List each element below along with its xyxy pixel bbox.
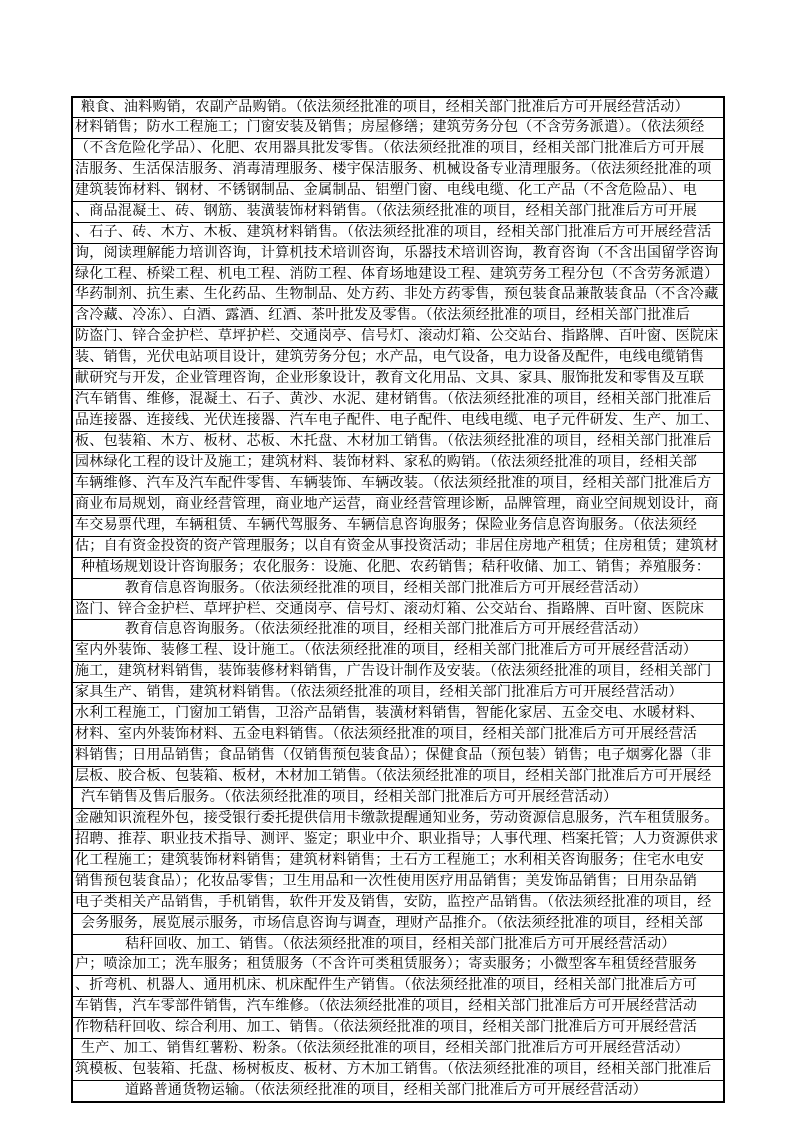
table-cell: 户；喷涂加工；洗车服务；租赁服务（不含许可类租赁服务）；寄卖服务；小微型客车租赁经营服务 <box>75 956 698 973</box>
table-row <box>73 284 723 305</box>
table-row <box>73 347 723 368</box>
table-cell: 材料、室内外装饰材料、五金电料销售。（依法须经批准的项目，经相关部门批准后方可开展经营活 <box>75 726 698 743</box>
table-row <box>73 913 723 934</box>
table-cell: 商业布局规划，商业经营管理，商业地产运营，商业经营管理诊断，品牌管理，商业空间规划设计，商 <box>75 495 719 512</box>
table-cell: 盗门、锌合金护栏、草坪护栏、交通岗亭、信号灯、滚动灯箱、公交站台、指路牌、百叶窗、医院床 <box>75 600 705 617</box>
table-cell: 装、销售，光伏电站项目设计，建筑劳务分包；水产品，电气设备，电力设备及配件，电线电缆销售 <box>75 349 705 366</box>
table-row <box>73 389 723 410</box>
table-cell: 献研究与开发，企业管理咨询，企业形象设计，教育文化用品、文具、家具、服饰批发和零售及互联 <box>75 370 705 387</box>
table-row <box>73 975 723 996</box>
table-row <box>73 1038 723 1059</box>
table-row <box>73 619 723 640</box>
table-cell: 板、包装箱、木方、板材、芯板、木托盘、木材加工销售。（依法须经批准的项目，经相关部门批准后 <box>75 433 712 449</box>
table-cell: 、折弯机、机器人、通用机床、机床配件生产销售。（依法须经批准的项目，经相关部门批准后方可 <box>75 977 698 994</box>
table-row <box>73 578 723 599</box>
table-cell: 教育信息咨询服务。（依法须经批准的项目，经相关部门批准后方可开展经营活动） <box>125 621 648 638</box>
table-row <box>73 682 723 703</box>
table-cell: 室内外装饰、装修工程、设计施工。（依法须经批准的项目，经相关部门批准后方可开展经营活动） <box>75 642 698 659</box>
table-row <box>73 326 723 347</box>
table-cell: 含冷藏、冷冻）、白酒、露酒、红酒、茶叶批发及零售。（依法须经批准的项目，经相关部门批准后 <box>75 307 691 324</box>
table-row <box>73 661 723 682</box>
table-cell: 华药制剂、抗生素、生化药品、生物制品、处方药、非处方药零售，预包装食品兼散装食品（不含冷藏 <box>75 286 719 303</box>
table-row <box>73 410 723 431</box>
table-row <box>73 557 723 578</box>
table-cell: 料销售；日用品销售；食品销售（仅销售预包装食品）；保健食品（预包装）销售；电子烟雾化器（非 <box>75 747 712 764</box>
table-row <box>73 305 723 326</box>
table-row <box>73 787 723 808</box>
table-cell: 车交易票代理，车辆租赁、车辆代驾服务、车辆信息咨询服务；保险业务信息咨询服务。（依法须经 <box>75 516 698 533</box>
table-cell: 、石子、砖、木方、木板、建筑材料销售。（依法须经批准的项目，经相关部门批准后方可开展经营活 <box>75 223 712 240</box>
table-cell: 、商品混凝土、砖、钢筋、装潢装饰材料销售。（依法须经批准的项目，经相关部门批准后方可开展 <box>75 202 698 219</box>
table-cell: 销售预包装食品）；化妆品零售；卫生用品和一次性使用医疗用品销售；美发饰品销售；日用杂品销 <box>75 872 698 889</box>
table-row <box>73 96 723 117</box>
table-cell: 会务服务，展览展示服务，市场信息咨询与调查，理财产品推介。（依法须经批准的项目，经相关部 <box>81 914 704 931</box>
table-row <box>73 724 723 745</box>
table-row <box>73 117 723 138</box>
table-row <box>73 954 723 975</box>
table-cell: 金融知识流程外包，接受银行委托提供信用卡缴款提醒通知业务，劳动资源信息服务，汽车租赁服务。 <box>75 809 719 826</box>
table-cell: 汽车销售、维修，混凝土、石子、黄沙、水泥、建材销售。（依法须经批准的项目，经相关部门批准后 <box>75 391 712 408</box>
table-row <box>73 201 723 222</box>
table-row <box>73 431 723 452</box>
spreadsheet-table <box>71 96 725 1103</box>
table-cell: 粮食、油料购销，农副产品购销。（依法须经批准的项目，经相关部门批准后方可开展经营活动） <box>81 99 689 115</box>
table-row <box>73 264 723 285</box>
table-cell: 秸秆回收、加工、销售。（依法须经批准的项目，经相关部门批准后方可开展经营活动） <box>125 935 676 952</box>
table-row <box>73 599 723 620</box>
table-cell: 化工程施工；建筑装饰材料销售；建筑材料销售；土石方工程施工；水利相关咨询服务；住宅水电安 <box>75 851 705 868</box>
table-row <box>73 745 723 766</box>
table-row <box>73 1080 723 1101</box>
table-cell: 教育信息咨询服务。（依法须经批准的项目，经相关部门批准后方可开展经营活动） <box>125 579 648 596</box>
table-row <box>73 871 723 892</box>
table-row <box>73 494 723 515</box>
table-cell: 道路普通货物运输。（依法须经批准的项目，经相关部门批准后方可开展经营活动） <box>125 1082 648 1099</box>
table-cell: （不含危险化学品）、化肥、农用器具批发零售。（依法须经批准的项目，经相关部门批准后方可开展 <box>75 139 705 156</box>
table-cell: 层板、胶合板、包装箱、板材，木材加工销售。（依法须经批准的项目，经相关部门批准后方可开展经 <box>75 768 712 784</box>
table-cell: 施工，建筑材料销售，装饰装修材料销售，广告设计制作及安装。（依法须经批准的项目，经相关部门 <box>75 663 712 680</box>
table-row <box>73 536 723 557</box>
table-row <box>73 180 723 201</box>
table-cell: 种植场规划设计咨询服务；农化服务：设施、化肥、农药销售；秸秆收储、加工、销售；养殖服务： <box>81 558 711 575</box>
table-row <box>73 640 723 661</box>
table-cell: 车销售，汽车零部件销售，汽车维修。（依法须经批准的项目，经相关部门批准后方可开展经营活动 <box>75 998 698 1015</box>
table-row <box>73 892 723 913</box>
table-cell: 园林绿化工程的设计及施工；建筑材料、装饰材料、家私的购销。（依法须经批准的项目，经相关部 <box>75 453 698 470</box>
table-row <box>73 766 723 787</box>
table-row <box>73 850 723 871</box>
table-row <box>73 473 723 494</box>
table-row <box>73 138 723 159</box>
table-row <box>73 934 723 955</box>
table-cell: 家具生产、销售，建筑材料销售。（依法须经批准的项目，经相关部门批准后方可开展经营活动） <box>75 684 683 701</box>
table-row <box>73 243 723 264</box>
table-cell: 车辆维修、汽车及汽车配件零售、车辆装饰、车辆改装。（依法须经批准的项目，经相关部门批准后方 <box>75 474 712 491</box>
table-cell: 品连接器、连接线、光伏连接器、汽车电子配件、电子配件、电线电缆、电子元件研发、生产、加工、 <box>75 412 719 429</box>
table-cell: 水利工程施工，门窗加工销售，卫浴产品销售，装潢材料销售，智能化家居、五金交电、水暖材料、 <box>75 705 705 722</box>
table-row <box>73 1017 723 1038</box>
table-row <box>73 159 723 180</box>
table-cell: 估；自有资金投资的资产管理服务；以自有资金从事投资活动；非居住房地产租赁；住房租赁；建筑材 <box>75 537 719 554</box>
table-cell: 防盗门、锌合金护栏、草坪护栏、交通岗亭、信号灯、滚动灯箱、公交站台、指路牌、百叶窗、医院床 <box>75 328 719 345</box>
table-row <box>73 703 723 724</box>
table-row <box>73 222 723 243</box>
table-cell: 洁服务、生活保洁服务、消毒清理服务、楼宇保洁服务、机械设备专业清理服务。（依法须经批准的项 <box>75 160 712 177</box>
table-row <box>73 1059 723 1080</box>
table-cell: 询，阅读理解能力培训咨询，计算机技术培训咨询，乐器技术培训咨询，教育咨询（不含出国留学咨询 <box>75 244 719 261</box>
table-row <box>73 452 723 473</box>
table-row <box>73 996 723 1017</box>
table-cell: 筑模板、包装箱、托盘、杨树板皮、板材、方木加工销售。（依法须经批准的项目，经相关部门批准后 <box>75 1061 712 1078</box>
table-row <box>73 515 723 536</box>
table-row <box>73 808 723 829</box>
table-cell: 招聘、推荐、职业技术指导、测评、鉴定；职业中介、职业指导；人事代理、档案托管；人力资源供求 <box>75 830 719 847</box>
table-cell: 汽车销售及售后服务。（依法须经批准的项目，经相关部门批准后方可开展经营活动） <box>81 788 618 805</box>
table-cell: 建筑装饰材料、钢材、不锈钢制品、金属制品、铝塑门窗、电线电缆、化工产品（不含危险品）、电 <box>75 181 698 198</box>
table-cell: 绿化工程、桥梁工程、机电工程、消防工程、体育场地建设工程、建筑劳务工程分包（不含劳务派遣） <box>75 265 719 282</box>
table-cell: 材料销售；防水工程施工；门窗安装及销售；房屋修缮；建筑劳务分包（不含劳务派遣）。（依法须经 <box>75 118 705 135</box>
table-row <box>73 829 723 850</box>
table-cell: 生产、加工、销售红薯粉、粉条。（依法须经批准的项目，经相关部门批准后方可开展经营活动） <box>81 1040 689 1057</box>
table-cell: 作物秸秆回收、综合利用、加工、销售。（依法须经批准的项目，经相关部门批准后方可开展经营活 <box>75 1019 698 1036</box>
table-cell: 电子类相关产品销售，手机销售，软件开发及销售，安防，监控产品销售。（依法须经批准的项目，经 <box>75 893 712 910</box>
table-row <box>73 368 723 389</box>
